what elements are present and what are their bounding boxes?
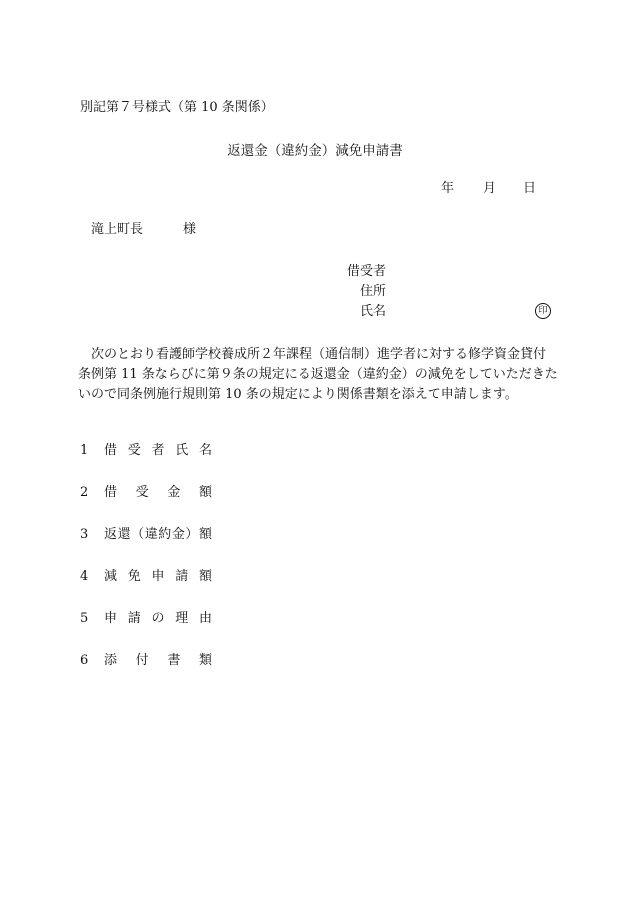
item-number: 6 [80,653,89,668]
date-line [441,181,536,197]
item-label: 返還（違約金）額 [104,527,212,542]
list-item [80,569,212,585]
year-label: 年 [441,181,455,196]
list-item [80,611,212,627]
list-item [80,485,212,501]
item-number: 3 [80,527,89,542]
item-label: 減免申請額 [104,569,212,584]
addressee-name: 滝上町長 [91,222,144,237]
name-label: 氏名 [360,304,387,319]
addressee [91,222,196,238]
document-title: 返還金（違約金）減免申請書 [227,143,403,159]
item-number: 1 [80,443,89,458]
addressee-honorific: 様 [183,222,197,237]
applicant-block [347,262,386,322]
item-label: 添付書類 [104,653,212,668]
applicant-heading: 借受者 [347,264,387,279]
item-label: 借受金額 [104,485,212,500]
item-number: 4 [80,569,89,584]
item-label: 借受者氏名 [104,443,212,458]
list-item [80,443,212,459]
month-label: 月 [483,181,497,196]
day-label: 日 [523,181,537,196]
application-body-text: 次のとおり看護師学校養成所２年課程（通信制）進学者に対する修学資金貸付条例第 11 条ならびに第９条の規定にる返還金（違約金）の減免をしていただきたいので同条例施行規則第 10 条の規定により関係書類を添えて申請します。 [78,347,558,402]
seal-mark: 印 [535,303,551,319]
list-item [80,653,212,669]
item-number: 5 [80,611,89,626]
list-item [80,527,212,543]
item-number: 2 [80,485,89,500]
form-number: 別記第７号様式（第 10 条関係） [80,100,274,115]
item-label: 申請の理由 [104,611,212,626]
address-label: 住所 [360,284,387,299]
